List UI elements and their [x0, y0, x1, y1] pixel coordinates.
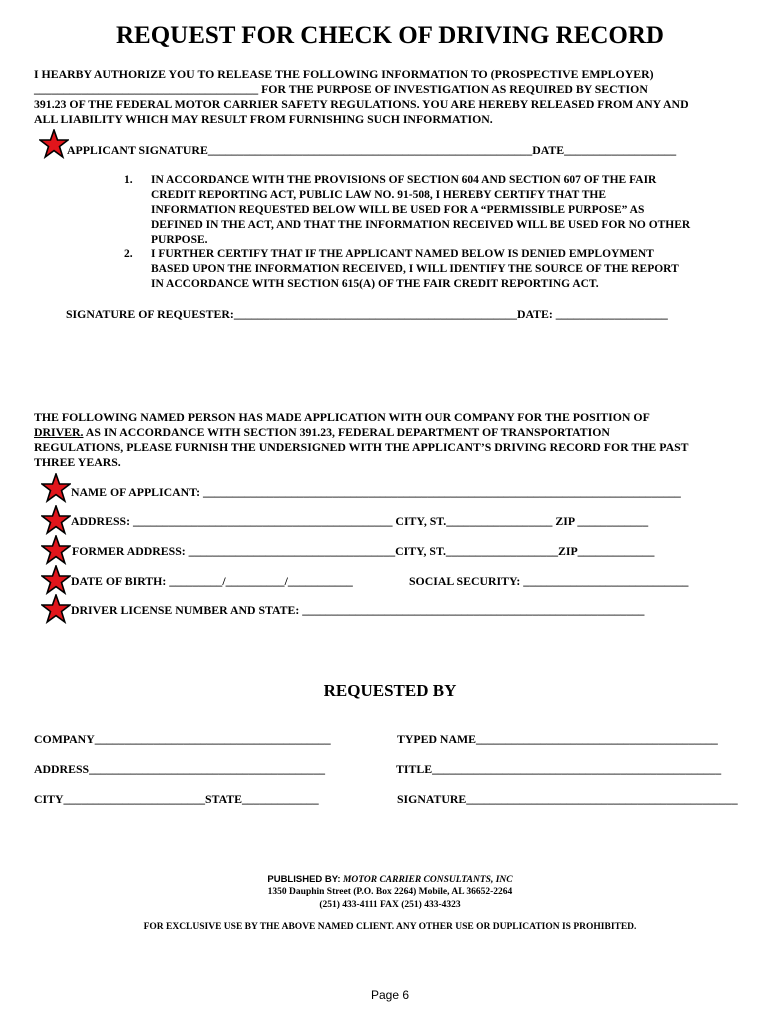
- requester-signature-label: SIGNATURE OF REQUESTER:: [66, 307, 234, 321]
- star-icon: [41, 535, 71, 565]
- application-notice-line-4: THREE YEARS.: [34, 455, 121, 469]
- certification-1-line: INFORMATION REQUESTED BELOW WILL BE USED FOR A “PERMISSIBLE PURPOSE” AS: [151, 204, 645, 216]
- application-notice-line-1: THE FOLLOWING NAMED PERSON HAS MADE APPLICATION WITH OUR COMPANY FOR THE POSITION OF: [34, 410, 650, 424]
- requester-signature-field[interactable]: [66, 307, 668, 322]
- driver-license-field[interactable]: DRIVER LICENSE NUMBER AND STATE: __________________________________________________________: [71, 603, 645, 617]
- star-icon: [41, 505, 71, 535]
- page-number: Page 6: [370, 988, 410, 1002]
- typed-name-field[interactable]: TYPED NAME_________________________________________: [397, 732, 718, 746]
- certification-1-line: PURPOSE.: [151, 234, 208, 246]
- authorization-line-1: I HEARBY AUTHORIZE YOU TO RELEASE THE FOLLOWING INFORMATION TO (PROSPECTIVE EMPLOYER): [34, 67, 654, 81]
- social-security-field[interactable]: SOCIAL SECURITY: ____________________________: [409, 574, 689, 588]
- authorization-line-2: ______________________________________ FOR THE PURPOSE OF INVESTIGATION AS REQUIRED BY SECTION: [34, 82, 648, 96]
- requested-by-heading: REQUESTED BY: [323, 681, 457, 700]
- requester-signature-line-2[interactable]: SIGNATURE______________________________________________: [397, 792, 738, 806]
- authorization-line-3: 391.23 OF THE FEDERAL MOTOR CARRIER SAFETY REGULATIONS. YOU ARE HEREBY RELEASED FROM ANY AND: [34, 97, 689, 111]
- certification-2-line: I FURTHER CERTIFY THAT IF THE APPLICANT NAMED BELOW IS DENIED EMPLOYMENT: [151, 248, 654, 260]
- requester-signature-line[interactable]: ________________________________________________: [233, 307, 517, 321]
- former-address-field[interactable]: FORMER ADDRESS: ___________________________________CITY, ST.___________________ZIP_____________: [72, 544, 655, 558]
- date-of-birth-field[interactable]: DATE OF BIRTH: _________/__________/___________: [71, 574, 353, 588]
- publisher-name: MOTOR CARRIER CONSULTANTS, INC: [342, 875, 513, 885]
- star-icon: [41, 473, 71, 503]
- publisher-address: 1350 Dauphin Street (P.O. Box 2264) Mobile, AL 36652-2264: [267, 887, 513, 897]
- applicant-signature-field[interactable]: APPLICANT SIGNATURE_______________________________________________________DATE___________________: [67, 143, 677, 157]
- published-by-label: PUBLISHED BY:: [267, 874, 341, 885]
- certification-2-line: IN ACCORDANCE WITH SECTION 615(A) OF THE FAIR CREDIT REPORTING ACT.: [151, 278, 599, 290]
- star-icon: [39, 129, 69, 159]
- application-notice-line-2: [34, 425, 610, 440]
- certification-1-line: IN ACCORDANCE WITH THE PROVISIONS OF SECTION 604 AND SECTION 607 OF THE FAIR: [151, 174, 657, 186]
- usage-notice: FOR EXCLUSIVE USE BY THE ABOVE NAMED CLIENT. ANY OTHER USE OR DUPLICATION IS PROHIBITED.: [143, 922, 637, 932]
- application-notice-line-2-rest: AS IN ACCORDANCE WITH SECTION 391.23, FEDERAL DEPARTMENT OF TRANSPORTATION: [83, 425, 610, 439]
- page-title: REQUEST FOR CHECK OF DRIVING RECORD: [116, 22, 664, 49]
- publisher-line: [0, 874, 770, 885]
- certification-1-line: DEFINED IN THE ACT, AND THAT THE INFORMATION RECEIVED WILL BE USED FOR NO OTHER: [151, 219, 691, 231]
- applicant-address-field[interactable]: ADDRESS: ____________________________________________ CITY, ST.__________________ ZIP ____________: [71, 514, 649, 528]
- certification-number-2: 2.: [124, 248, 133, 260]
- requester-city-state-field[interactable]: CITY________________________STATE_____________: [34, 792, 319, 806]
- application-notice-line-3: REGULATIONS, PLEASE FURNISH THE UNDERSIGNED WITH THE APPLICANT’S DRIVING RECORD FOR THE PAST: [34, 440, 689, 454]
- requester-date-field[interactable]: DATE: ___________________: [516, 307, 668, 321]
- requester-title-field[interactable]: TITLE_________________________________________________: [396, 762, 722, 776]
- requester-address-field[interactable]: ADDRESS________________________________________: [34, 762, 326, 776]
- position-driver: DRIVER.: [34, 425, 84, 439]
- certification-number-1: 1.: [124, 174, 133, 186]
- star-icon: [41, 594, 71, 624]
- star-icon: [41, 565, 71, 595]
- certification-2-line: BASED UPON THE INFORMATION RECEIVED, I WILL IDENTIFY THE SOURCE OF THE REPORT: [151, 263, 679, 275]
- applicant-name-field[interactable]: NAME OF APPLICANT: _________________________________________________________________________________: [71, 485, 681, 499]
- certification-1-line: CREDIT REPORTING ACT, PUBLIC LAW NO. 91-508, I HEREBY CERTIFY THAT THE: [151, 189, 607, 201]
- publisher-phone: (251) 433-4111 FAX (251) 433-4323: [319, 900, 461, 910]
- requester-company-field[interactable]: COMPANY________________________________________: [34, 732, 331, 746]
- authorization-line-4: ALL LIABILITY WHICH MAY RESULT FROM FURNISHING SUCH INFORMATION.: [34, 112, 493, 126]
